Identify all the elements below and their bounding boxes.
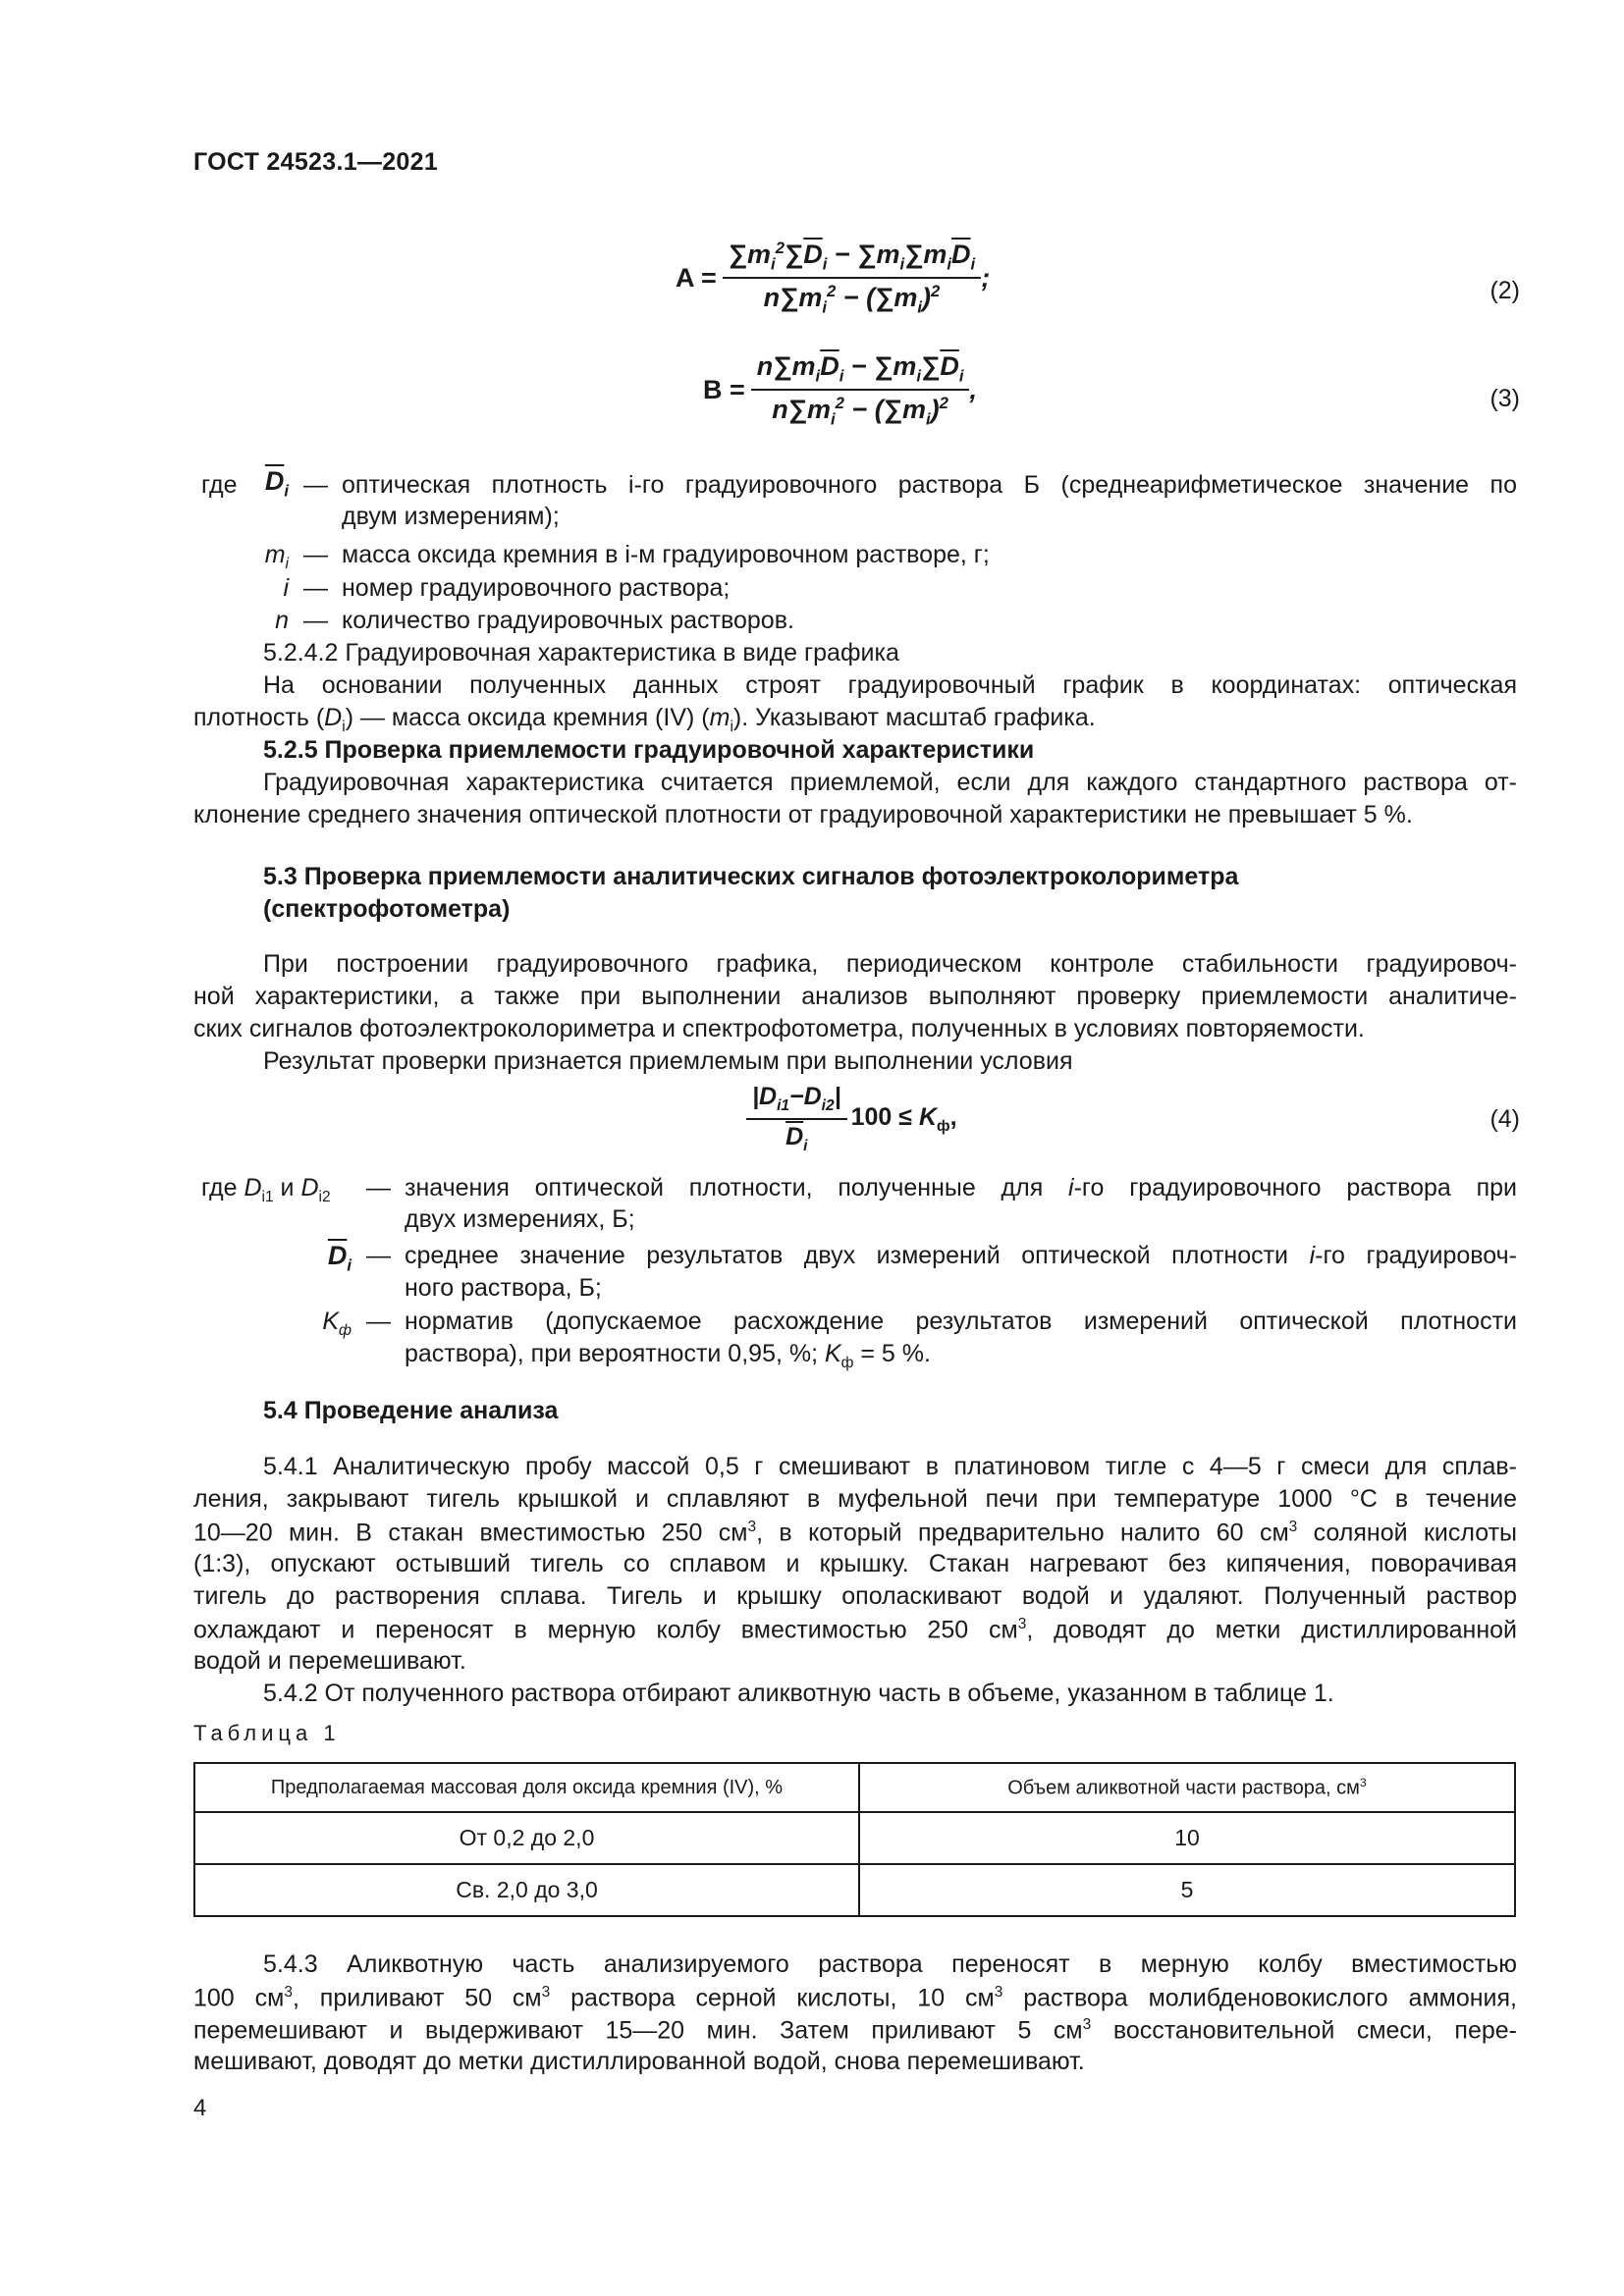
symbol-d-mean-2: $\overline{D}_i$ — [327, 1241, 352, 1275]
section-5-4-1-line3: 10—20 мин. В стакан вместимостью 250 $см^3$, в который предварительно налито 60 $см^3$ соляной кислоты — [193, 1519, 1518, 1547]
table-cell: Св. 2,0 до 3,0 — [194, 1864, 859, 1916]
section-5-3-text-line3: ских сигналов фотоэлектроколориметра и спектрофотометра, полученных в условиях повторяемости. — [193, 1015, 1365, 1042]
where1-item2-line1: масса оксида кремния в i-м градуировочном растворе, г; — [342, 541, 990, 568]
section-5-2-4-2-heading: 5.2.4.2 Градуировочная характеристика в виде графика — [263, 639, 899, 667]
symbol-n: n — [275, 607, 289, 634]
section-5-4-3-line1: 5.4.3 Аликвотную часть анализируемого раствора переносят в мерную колбу вместимостью — [263, 1950, 1517, 1978]
section-5-2-4-2-text-line1: На основании полученных данных строят градуировочный график в координатах: оптическая — [263, 671, 1517, 699]
equation-2-tail: ; — [981, 262, 991, 293]
section-5-4-3-line4: мешивают, доводят до метки дистиллированной водой, снова перемешивают. — [193, 2048, 1085, 2075]
page-number: 4 — [193, 2095, 207, 2121]
equation-3-fraction — [751, 351, 970, 430]
section-5-3-heading-line2: (спектрофотометра) — [263, 895, 511, 923]
equation-2 — [676, 239, 990, 318]
equation-3-tail: , — [969, 375, 977, 405]
dash-1: — — [303, 471, 328, 499]
where2-item1-line2: двух измерениях, Б; — [405, 1205, 635, 1233]
table-caption: Таблица 1 — [193, 1721, 341, 1745]
dash-4: — — [303, 607, 328, 634]
section-5-3-text-line1: При построении градуировочного графика, периодическом контроле стабильности градуировоч- — [263, 950, 1517, 978]
symbol-m: $m_i$ — [264, 541, 289, 572]
section-5-4-1-line4: (1:3), опускают остывший тигель со сплавом и крышку. Стакан нагревают без кипячения, поворачивая — [193, 1550, 1517, 1577]
equation-2-denominator: $n\sum m_i^2 - (\sum m_i)^2$ — [763, 282, 941, 317]
section-5-2-5-text-line1: Градуировочная характеристика считается приемлемой, если для каждого стандартного раствора от- — [263, 769, 1517, 796]
section-5-4-1-line5: тигель до растворения сплава. Тигель и крышку ополаскивают водой и удаляют. Полученный раствор — [193, 1582, 1517, 1610]
table-header-cell: Предполагаемая массовая доля оксида кремния (IV), % — [194, 1763, 859, 1812]
where1-item3-line1: номер градуировочного раствора; — [342, 574, 731, 602]
section-5-2-5-heading: 5.2.5 Проверка приемлемости градуировочной характеристики — [263, 736, 1035, 764]
section-5-3-text-line2: ной характеристики, а также при выполнении анализов выполняют проверку приемлемости аналитиче- — [193, 983, 1517, 1010]
where1-item4-line1: количество градуировочных растворов. — [342, 607, 794, 634]
equation-4-rhs: $100 \le K_ф$, — [850, 1102, 957, 1135]
section-5-4-1-line2: ления, закрывают тигель крышкой и сплавляют в муфельной печи при температуре 1000 °С в течение — [193, 1485, 1517, 1513]
equation-4-numerator: $|D_{i1}-D_{i2}|$ — [746, 1083, 847, 1120]
symbol-k-phi: $K_ф$ — [322, 1308, 352, 1339]
table-1 — [193, 1762, 1516, 1917]
equation-4-denominator: $\overline{D}_i$ — [785, 1123, 808, 1154]
where2-dash-1: — — [366, 1174, 391, 1201]
section-5-4-1-line6: охлаждают и переносят в мерную колбу вместимостью 250 $см^3$, доводят до метки дистиллированной — [193, 1616, 1517, 1644]
where2-dash-2: — — [366, 1242, 391, 1269]
symbol-d-mean: $\overline{D}_i$ — [264, 466, 289, 501]
equation-3-number: (3) — [1489, 385, 1520, 412]
where2-item3-line2: раствора), при вероятности 0,95, %; $K_ф = 5$ %. — [405, 1340, 931, 1371]
equation-2-fraction — [723, 239, 981, 318]
equation-3-denominator: $n\sum m_i^2 - (\sum m_i)^2$ — [772, 394, 948, 429]
section-5-3-heading-line1: 5.3 Проверка приемлемости аналитических сигналов фотоэлектроколориметра — [263, 863, 1239, 890]
equation-3-numerator: $n\sum m_i\overline{D}_i - \sum m_i\sum\overline{D}_i$ — [751, 351, 970, 391]
table-row — [194, 1864, 1515, 1916]
where2-item2-line1: среднее значение результатов двух измерений оптической плотности i-го градуировоч- — [405, 1242, 1517, 1269]
equation-4 — [746, 1083, 957, 1155]
where2-item2-line2: ного раствора, Б; — [405, 1274, 602, 1302]
section-5-4-3-line2: 100 $см^3$, приливают 50 $см^3$ раствора серной кислоты, 10 $см^3$ раствора молибденовокислого аммония, — [193, 1984, 1517, 2012]
where1-item1-line1: оптическая плотность i-го градуировочного раствора Б (среднеарифметическое значение по — [342, 471, 1517, 499]
table-header-row — [194, 1763, 1515, 1812]
where2-item1-line1: значения оптической плотности, полученные для i-го градуировочного раствора при — [405, 1174, 1517, 1201]
section-5-4-1-line1: 5.4.1 Аналитическую пробу массой 0,5 г смешивают в платиновом тигле с 4—5 г смеси для сплав- — [263, 1453, 1517, 1480]
dash-2: — — [303, 541, 328, 568]
equation-2-number: (2) — [1489, 277, 1520, 304]
where-intro: где — [201, 471, 238, 499]
table-header-cell: Объем аликвотной части раствора, $см^3$ — [859, 1763, 1515, 1812]
section-5-2-4-2-text-line2: плотность $(D_i)$ — масса оксида кремния (IV) $(m_i)$. Указывают масштаб графика. — [193, 704, 1096, 735]
equation-4-fraction — [746, 1083, 847, 1155]
table-row — [194, 1812, 1515, 1864]
symbol-i: i — [283, 574, 289, 602]
where2-item3-line1: норматив (допускаемое расхождение результатов измерений оптической плотности — [405, 1308, 1517, 1335]
section-5-4-2-text: 5.4.2 От полученного раствора отбирают аликвотную часть в объеме, указанном в таблице 1. — [263, 1680, 1334, 1707]
where2-intro: где $D_{i1}$ и $D_{i2}$ — [201, 1174, 331, 1205]
equation-2-lhs: A = — [676, 262, 717, 293]
dash-3: — — [303, 574, 328, 602]
section-5-4-3-line3: перемешивают и выдерживают 15—20 мин. Затем приливают 5 $см^3$ восстановительной смеси, пере- — [193, 2016, 1517, 2045]
table-cell: От 0,2 до 2,0 — [194, 1812, 859, 1864]
section-5-3-text-line4: Результат проверки признается приемлемым при выполнении условия — [263, 1047, 1073, 1075]
where2-dash-3: — — [366, 1308, 391, 1335]
equation-2-numerator: $\sum m_i^2\sum\overline{D}_i - \sum m_i\sum m_i\overline{D}_i$ — [723, 239, 981, 279]
where1-item1-line2: двум измерениям); — [342, 503, 560, 530]
table-cell: 5 — [859, 1864, 1515, 1916]
section-5-4-heading: 5.4 Проведение анализа — [263, 1397, 559, 1424]
equation-3 — [703, 351, 977, 430]
equation-4-number: (4) — [1489, 1105, 1520, 1133]
equation-3-lhs: B = — [703, 375, 745, 405]
table-cell: 10 — [859, 1812, 1515, 1864]
document-header: ГОСТ 24523.1—2021 — [193, 148, 439, 176]
section-5-2-5-text-line2: клонение среднего значения оптической плотности от градуировочной характеристики не превышает 5 %. — [193, 801, 1413, 828]
section-5-4-1-line7: водой и перемешивают. — [193, 1647, 466, 1675]
